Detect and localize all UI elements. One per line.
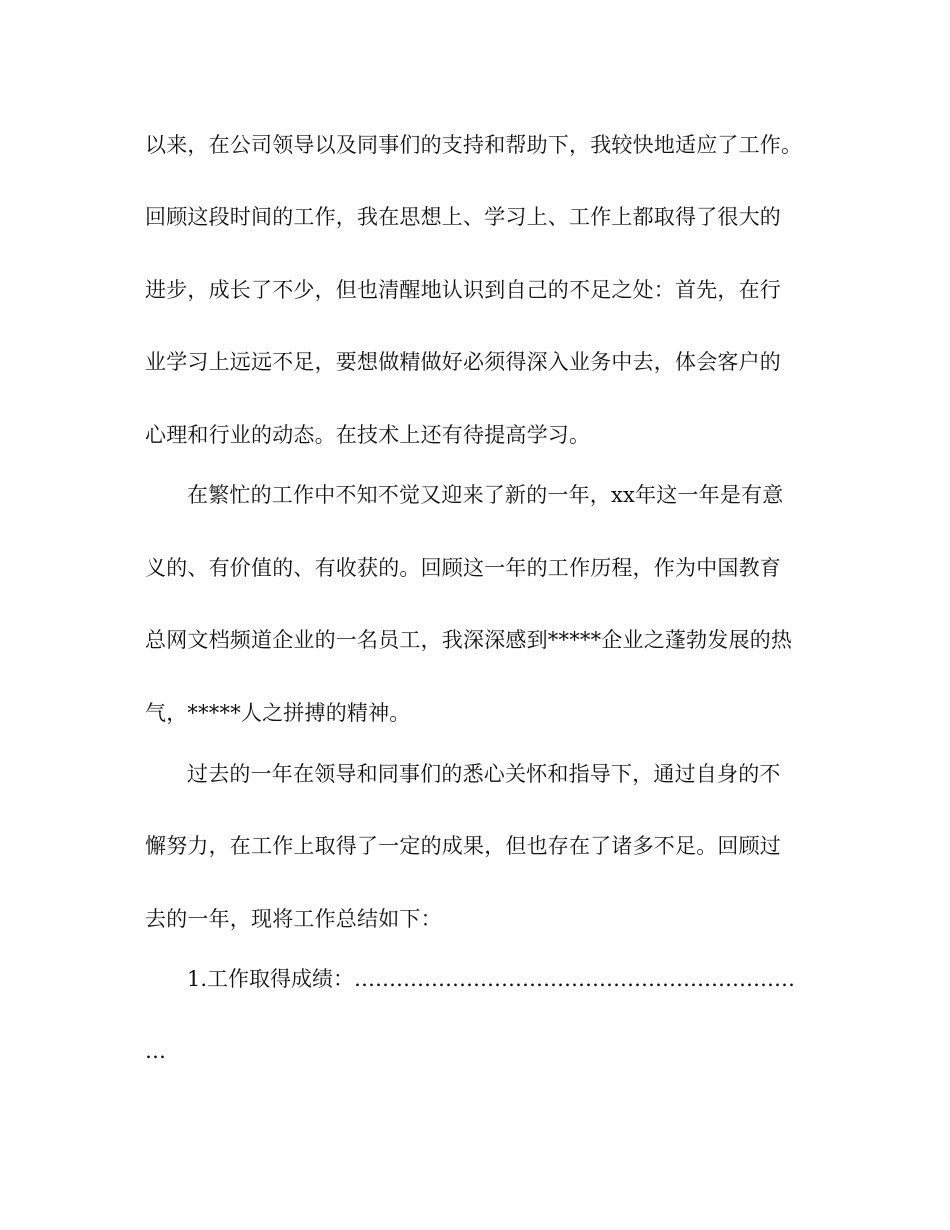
paragraph-line: 心理和行业的动态。在技术上还有待提高学习。 — [145, 423, 591, 447]
paragraph-line: 业学习上远远不足，要想做精做好必须得深入业务中去，体会客户的 — [145, 350, 781, 374]
paragraph-line: 回顾这段时间的工作，我在思想上、学习上、工作上都取得了很大的 — [145, 205, 781, 229]
paragraph-line: 以来，在公司领导以及同事们的支持和帮助下，我较快地适应了工作。 — [145, 133, 803, 157]
paragraph-line: 总网文档频道企业的一名员工，我深深感到*****企业之蓬勃发展的热 — [145, 628, 793, 652]
list-item-heading: 1.工作取得成绩：……………………………………………………… — [187, 967, 796, 991]
paragraph-line: 在繁忙的工作中不知不觉又迎来了新的一年，xx年这一年是有意 — [187, 483, 784, 507]
paragraph-line: 去的一年，现将工作总结如下： — [145, 907, 442, 931]
paragraph-line: 进步，成长了不少，但也清醒地认识到自己的不足之处：首先，在行 — [145, 278, 781, 302]
paragraph-line: … — [145, 1039, 166, 1063]
paragraph-line: 过去的一年在领导和同事们的悉心关怀和指导下，通过自身的不 — [187, 762, 781, 786]
paragraph-line: 义的、有价值的、有收获的。回顾这一年的工作历程，作为中国教育 — [145, 556, 781, 580]
paragraph-line: 气，*****人之拼搏的精神。 — [145, 701, 411, 725]
paragraph-line: 懈努力，在工作上取得了一定的成果，但也存在了诸多不足。回顾过 — [145, 834, 781, 858]
